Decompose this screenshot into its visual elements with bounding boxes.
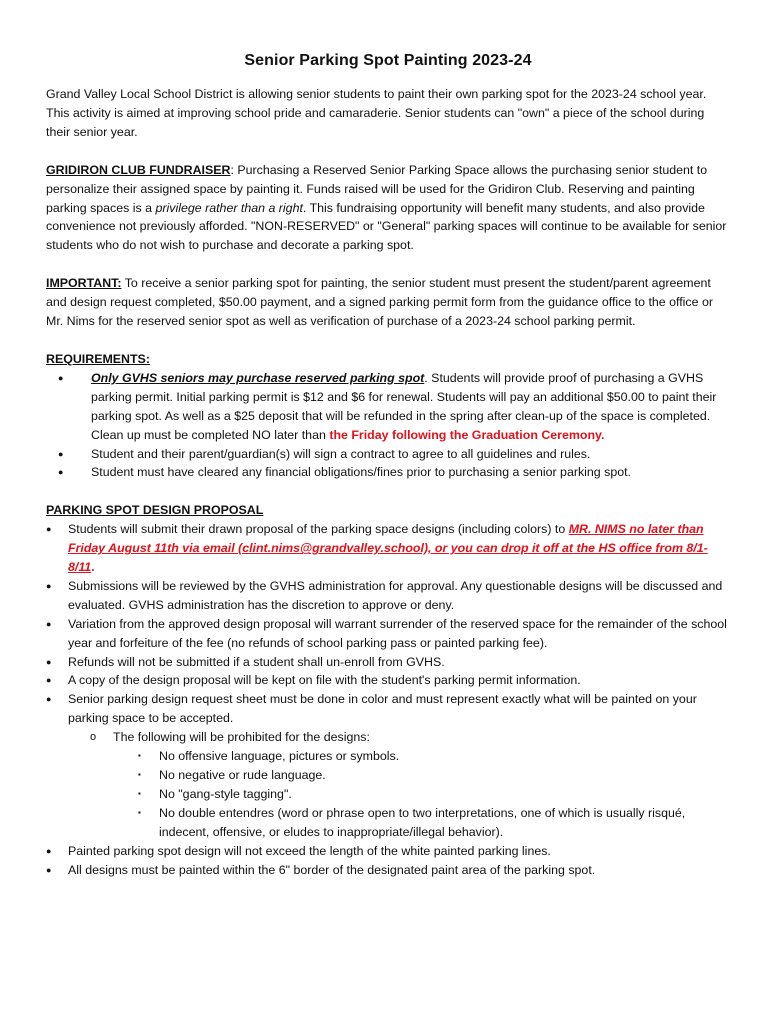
list-item — [68, 728, 730, 841]
page-title: Senior Parking Spot Painting 2023-24 — [244, 52, 532, 69]
prohibited-sublist — [68, 728, 730, 841]
list-item: ▪ No negative or rude language. — [113, 766, 730, 785]
list-item — [46, 369, 730, 445]
requirements-list — [46, 369, 730, 482]
important-heading: IMPORTANT: — [46, 276, 122, 291]
list-item: ● Variation from the approved design proposal will warrant surrender of the reserved space for the remainder of the school year and forfeiture of the fee (no refunds of school parking pass or painted parking fee). — [46, 615, 730, 653]
proposal-list — [46, 520, 730, 879]
requirement-deadline: the Friday following the Graduation Ceremony. — [329, 427, 605, 442]
list-item: ▪ No double entendres (word or phrase open to two interpretations, one of which is usually risqué, indecent, offensive, or eludes to inappropriate/illegal behavior). — [113, 804, 730, 842]
requirement-emphasis: Only GVHS seniors may purchase reserved parking spot — [91, 370, 425, 385]
list-item: ● All designs must be painted within the 6" border of the designated paint area of the parking spot. — [46, 861, 730, 880]
fundraiser-paragraph — [46, 161, 730, 256]
list-item: ● Student and their parent/guardian(s) will sign a contract to agree to all guidelines and rules. — [46, 445, 730, 464]
fundraiser-text-b: . This fundraising opportunity will benefit many students, and also provide convenience not previously afforded. "NON-RESERVED" or "General" parking spaces will continue to be available for senior students who do not wish to purchase and decorate a parking spot. — [46, 200, 727, 253]
proposal-period: . — [91, 560, 95, 575]
important-text: To receive a senior parking spot for painting, the senior student must present the student/parent agreement and design request completed, $50.00 payment, and a signed parking permit form from the guidance office to the office or Mr. Nims for the reserved senior spot as well as verification of purchase of a 2023-24 school parking permit. — [46, 276, 713, 329]
list-item: ● Refunds will not be submitted if a student shall un-enroll from GVHS. — [46, 653, 730, 672]
requirements-heading: REQUIREMENTS: — [46, 351, 150, 366]
proposal-heading: PARKING SPOT DESIGN PROPOSAL — [46, 503, 264, 518]
proposal-item-text: ● Senior parking design request sheet must be done in color and must represent exactly what will be painted on your parking space to be accepted. — [68, 692, 697, 726]
fundraiser-italic: privilege rather than a right — [155, 200, 303, 215]
list-item: ▪ No "gang-style tagging". — [113, 785, 730, 804]
list-item — [46, 690, 730, 841]
prohibited-intro: o The following will be prohibited for the designs: — [113, 730, 370, 745]
important-paragraph — [46, 274, 730, 331]
fundraiser-text-a: : Purchasing a Reserved Senior Parking Space allows the purchasing senior student to personalize their assigned space by painting it. Funds raised will be used for the Gridiron Club. Reserving and painting parking spaces is a — [46, 162, 708, 215]
requirements-section — [46, 350, 730, 482]
requirement-text: . Students will provide proof of purchasing a GVHS parking permit. Initial parking permit is $12 and $6 for renewal. Students will pay an additional $50.00 to paint their parking spot. As well as a $25 deposit that will be refunded in the spring after clean-up of the space is completed. Clean up must be completed NO later than — [91, 370, 717, 442]
intro-paragraph: Grand Valley Local School District is allowing senior students to paint their own parking spot for the 2023-24 school year. This activity is aimed at improving school pride and camaraderie. Senior students can "own" a piece of the school during their senior year. — [46, 87, 707, 139]
list-item: ● Submissions will be reviewed by the GVHS administration for approval. Any questionable designs will be discussed and evaluated. GVHS administration has the discretion to approve or deny. — [46, 577, 730, 615]
list-item — [46, 520, 730, 577]
prohibited-items — [113, 747, 730, 842]
list-item: ● Painted parking spot design will not exceed the length of the white painted parking lines. — [46, 842, 730, 861]
list-item: ▪ No offensive language, pictures or symbols. — [113, 747, 730, 766]
list-item: ● A copy of the design proposal will be kept on file with the student's parking permit information. — [46, 671, 730, 690]
proposal-section — [46, 501, 730, 879]
list-item: ● Student must have cleared any financial obligations/fines prior to purchasing a senior parking spot. — [46, 463, 730, 482]
proposal-deadline: MR. NIMS no later than Friday August 11th via email (clint.nims@grandvalley.school), or you can drop it off at the HS office from 8/1-8/11 — [68, 522, 708, 575]
proposal-text: Students will submit their drawn proposal of the parking space designs (including colors) to — [68, 522, 569, 537]
fundraiser-heading: GRIDIRON CLUB FUNDRAISER — [46, 162, 231, 177]
document-page — [46, 50, 730, 898]
